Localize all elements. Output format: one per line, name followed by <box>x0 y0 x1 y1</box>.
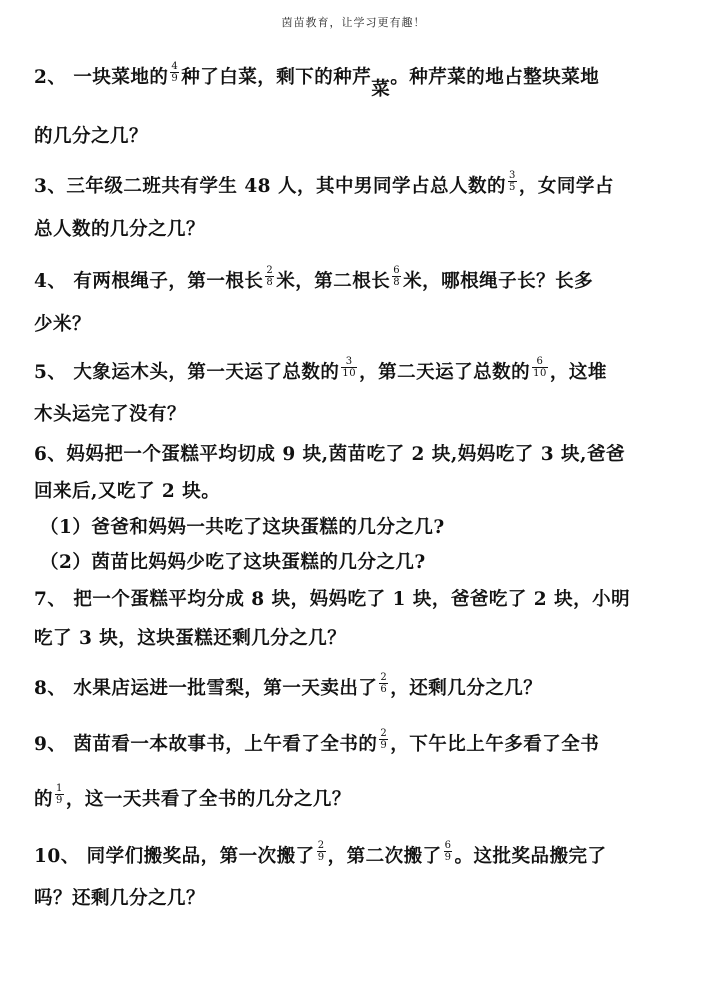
question-3-line-1: 3、三年级二班共有学生 48 人，其中男同学占总人数的 $\frac{3}{5}$ ，女同学占 <box>34 169 614 197</box>
fraction: $\frac{6}{8}$ <box>393 264 401 288</box>
question-6-line-2: 回来后,又吃了 2 块。 <box>34 481 221 502</box>
question-3-line-2: 总人数的几分之几？ <box>34 219 206 240</box>
fraction: $\frac{2}{8}$ <box>266 264 274 288</box>
question-10-line-1: 10、 同学们搬奖品，第一次搬了 $\frac{2}{9}$ ，第二次搬了 $\frac{6}{9}$ 。这批奖品搬完了 <box>34 839 607 867</box>
question-7-line-1: 7、 把一个蛋糕平均分成 8 块，妈妈吃了 1 块，爸爸吃了 2 块，小明 <box>34 589 631 610</box>
fraction: $\frac{6}{10}$ <box>533 355 547 379</box>
question-6-line-1: 6、妈妈把一个蛋糕平均切成 9 块,茵苗吃了 2 块,妈妈吃了 3 块,爸爸 <box>34 444 625 465</box>
fraction: $\frac{2}{6}$ <box>380 671 388 695</box>
question-4-line-2: 少米？ <box>34 314 92 335</box>
fraction: $\frac{3}{10}$ <box>342 355 357 379</box>
question-10-line-2: 吗？还剩几分之几？ <box>34 888 206 909</box>
fraction: $\frac{2}{9}$ <box>317 839 325 863</box>
fraction: $\frac{1}{9}$ <box>56 782 63 806</box>
question-5-line-2: 木头运完了没有？ <box>34 404 187 425</box>
fraction: $\frac{6}{9}$ <box>444 839 452 863</box>
question-7-line-2: 吃了 3 块，这块蛋糕还剩几分之几？ <box>34 628 347 649</box>
question-6-sub-1: （1）爸爸和妈妈一共吃了这块蛋糕的几分之几? <box>40 517 445 538</box>
fraction: $\frac{2}{9}$ <box>380 727 388 751</box>
fraction: $\frac{4}{9}$ <box>171 60 179 84</box>
fraction: $\frac{3}{5}$ <box>509 169 516 193</box>
question-2-line-1: 2、 一块菜地的 $\frac{4}{9}$ 种了白菜，剩下的种芹菜。种芹菜的地占整块菜地 <box>34 60 600 100</box>
question-9-line-1: 9、 茵苗看一本故事书，上午看了全书的 $\frac{2}{9}$ ，下午比上午多看了全书 <box>34 727 600 755</box>
question-2-line-2: 的几分之几？ <box>34 126 149 147</box>
question-5-line-1: 5、 大象运木头，第一天运了总数的 $\frac{3}{10}$ ，第二天运了总数的 $\frac{6}{10}$ ，这堆 <box>34 355 607 383</box>
question-6-sub-2: （2）茵苗比妈妈少吃了这块蛋糕的几分之几? <box>40 552 426 573</box>
question-8-line-1: 8、 水果店运进一批雪梨，第一天卖出了 $\frac{2}{6}$ ，还剩几分之几？ <box>34 671 543 699</box>
page-header: 茵苗教育，让学习更有趣！ <box>281 16 426 29</box>
question-4-line-1: 4、 有两根绳子，第一根长 $\frac{2}{8}$ 米，第二根长 $\frac{6}{8}$ 米，哪根绳子长？长多 <box>34 264 594 292</box>
question-9-line-2: 的 $\frac{1}{9}$ ，这一天共看了全书的几分之几？ <box>34 782 351 810</box>
